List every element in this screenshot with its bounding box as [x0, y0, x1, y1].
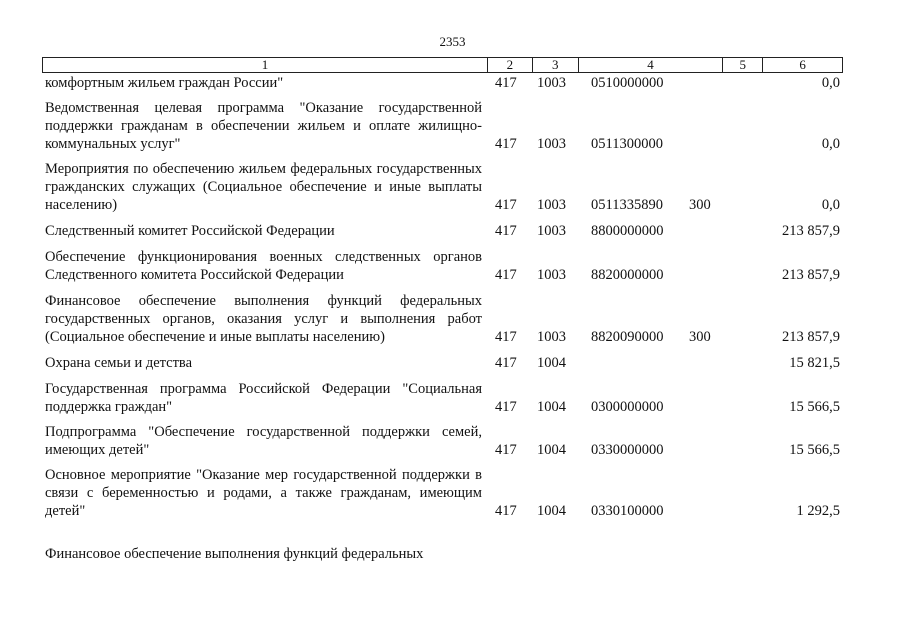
- row-target-code: 8820000000: [591, 267, 664, 283]
- row-admin-code: 417: [495, 75, 517, 91]
- header-col-3: 3: [533, 58, 579, 72]
- row-expense-type: 300: [689, 329, 711, 345]
- table-row: [0, 99, 905, 153]
- row-amount: 213 857,9: [782, 329, 840, 345]
- row-description: Подпрограмма "Обеспечение государственной поддержки семей, имеющих детей": [45, 424, 482, 458]
- row-amount: 0,0: [821, 197, 840, 213]
- row-target-code: 0511300000: [591, 136, 663, 152]
- header-col-1: 1: [43, 58, 488, 72]
- row-description: Следственный комитет Российской Федерации: [45, 223, 335, 239]
- row-target-code: 0300000000: [591, 399, 664, 415]
- row-amount: 0,0: [821, 75, 840, 91]
- row-target-code: 0510000000: [591, 75, 664, 91]
- row-admin-code: 417: [495, 355, 517, 371]
- row-section-code: 1003: [537, 197, 566, 213]
- row-admin-code: 417: [495, 442, 517, 458]
- header-col-6: 6: [799, 57, 806, 72]
- row-section-code: 1004: [537, 442, 566, 458]
- row-section-code: 1003: [537, 267, 566, 283]
- table-row: [0, 354, 905, 372]
- row-amount: 15 566,5: [789, 399, 840, 415]
- row-admin-code: 417: [495, 197, 517, 213]
- row-description: Ведомственная целевая программа "Оказание государственной поддержки гражданам в обеспечении жильем и оплате жилищно-коммунальных услуг": [45, 100, 482, 152]
- row-section-code: 1003: [537, 75, 566, 91]
- row-admin-code: 417: [495, 329, 517, 345]
- row-admin-code: 417: [495, 136, 517, 152]
- row-target-code: 0330100000: [591, 503, 664, 519]
- row-description: Финансовое обеспечение выполнения функций федеральных государственных органов, оказания услуг и выполнения работ (Социальное обеспечение и иные выплаты населению): [45, 293, 482, 345]
- row-description: Государственная программа Российской Федерации "Социальная поддержка граждан": [45, 381, 482, 415]
- row-section-code: 1003: [537, 223, 566, 239]
- header-col-5: 5: [723, 58, 763, 72]
- table-header: [42, 57, 843, 73]
- table-row: [0, 380, 905, 416]
- row-target-code: 0330000000: [591, 442, 664, 458]
- row-description: Обеспечение функционирования военных следственных органов Следственного комитета Российской Федерации: [45, 249, 482, 283]
- row-amount: 213 857,9: [782, 267, 840, 283]
- row-amount: 0,0: [821, 136, 840, 152]
- row-section-code: 1003: [537, 329, 566, 345]
- row-section-code: 1004: [537, 503, 566, 519]
- header-col-4: 4: [579, 58, 724, 72]
- row-description: Основное мероприятие "Оказание мер государственной поддержки в связи с беременностью и родами, а также гражданам, имеющим детей": [45, 467, 482, 519]
- table-row: [0, 466, 905, 520]
- table-row: [0, 423, 905, 459]
- table-row: [0, 74, 905, 92]
- row-amount: 15 821,5: [789, 355, 840, 371]
- row-admin-code: 417: [495, 399, 517, 415]
- row-admin-code: 417: [495, 267, 517, 283]
- table-row: [0, 545, 905, 563]
- row-description: Охрана семьи и детства: [45, 355, 193, 371]
- row-description: Финансовое обеспечение выполнения функций федеральных: [45, 546, 424, 562]
- row-description: комфортным жильем граждан России": [45, 75, 284, 91]
- row-admin-code: 417: [495, 223, 517, 239]
- row-section-code: 1004: [537, 399, 566, 415]
- row-target-code: 8820090000: [591, 329, 664, 345]
- row-section-code: 1003: [537, 136, 566, 152]
- row-admin-code: 417: [495, 503, 517, 519]
- table-row: [0, 248, 905, 284]
- table-row: [0, 292, 905, 346]
- table-row: [0, 222, 905, 240]
- row-amount: 213 857,9: [782, 223, 840, 239]
- page-number: 2353: [439, 34, 466, 49]
- row-target-code: 8800000000: [591, 223, 664, 239]
- row-amount: 1 292,5: [796, 503, 840, 519]
- row-description: Мероприятия по обеспечению жильем федеральных государственных гражданских служащих (Социальное обеспечение и иные выплаты населению): [45, 161, 482, 213]
- row-target-code: 0511335890: [591, 197, 663, 213]
- table-row: [0, 160, 905, 214]
- header-col-2: 2: [488, 58, 533, 72]
- row-amount: 15 566,5: [789, 442, 840, 458]
- row-section-code: 1004: [537, 355, 566, 371]
- row-expense-type: 300: [689, 197, 711, 213]
